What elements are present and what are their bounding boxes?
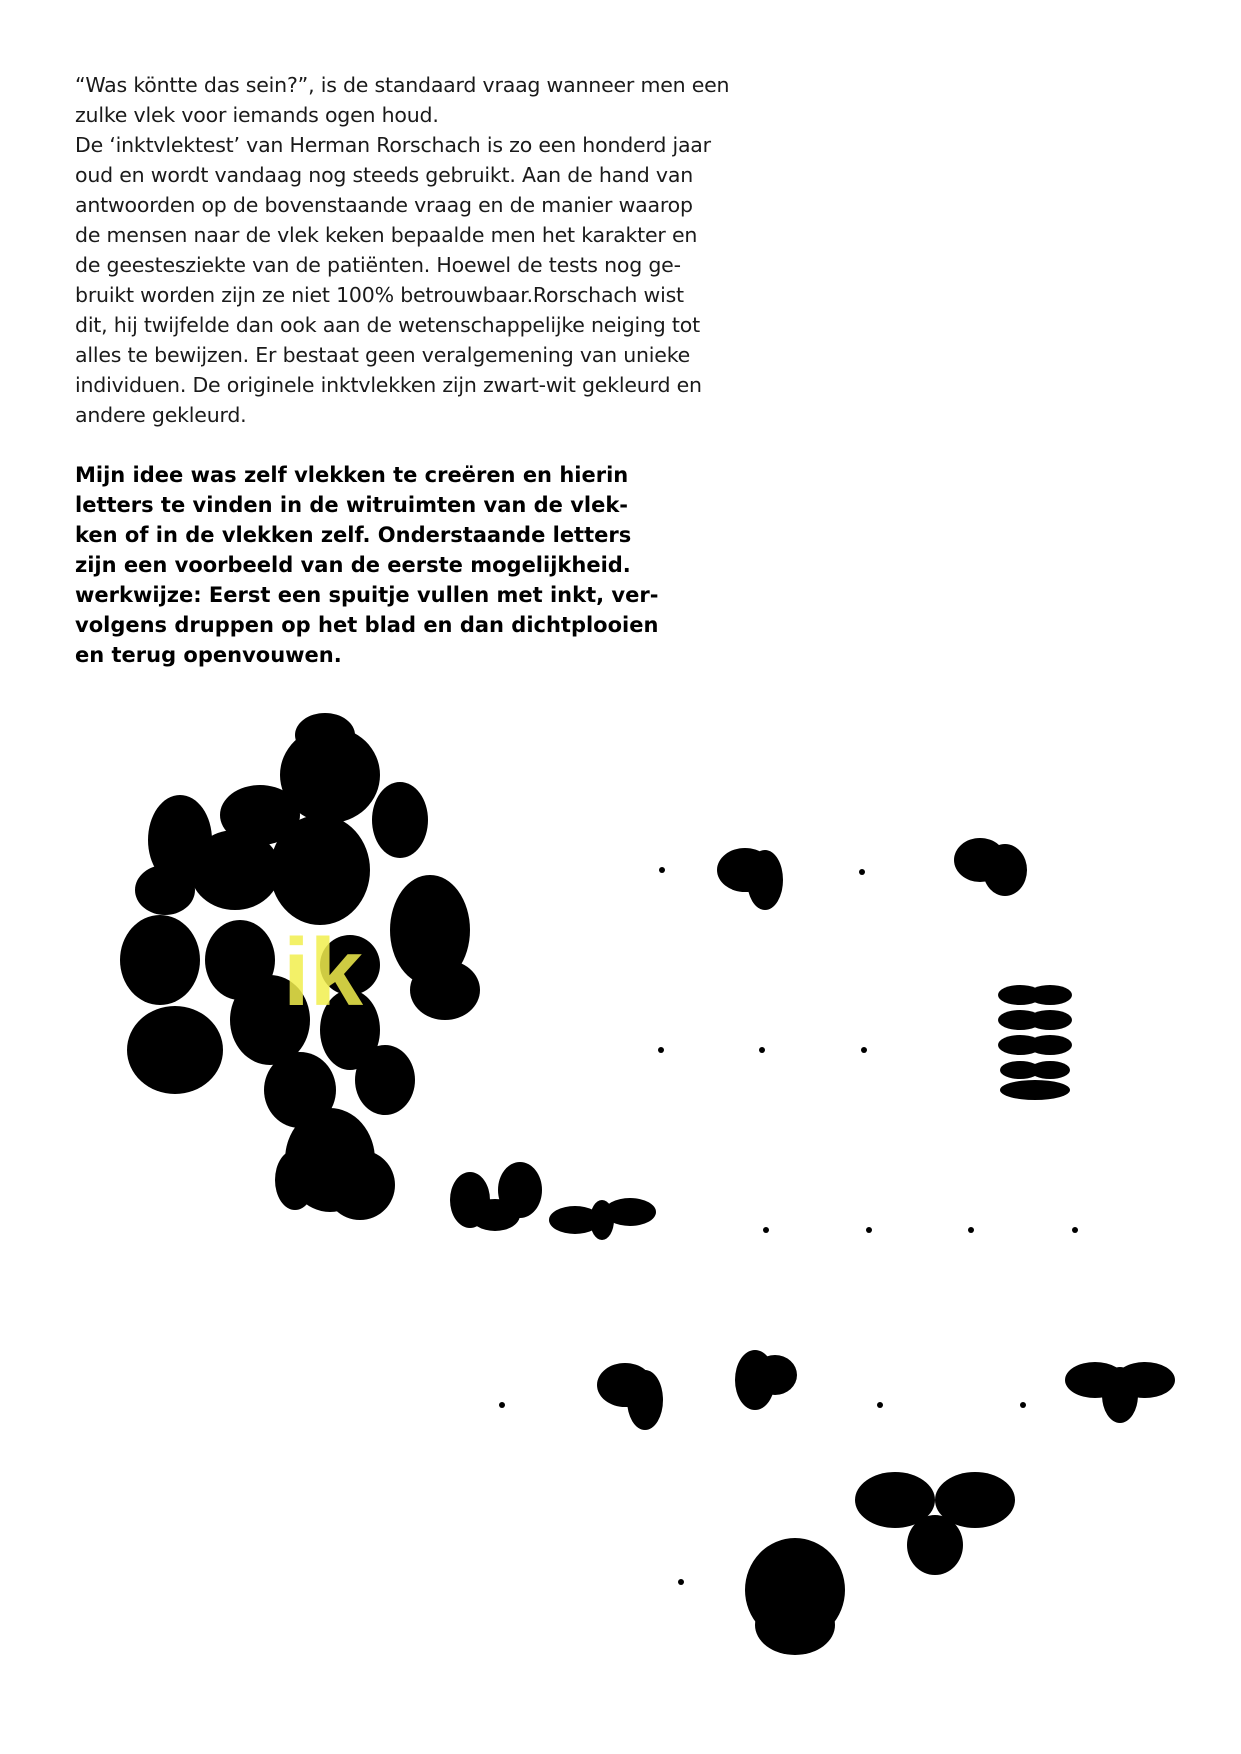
intro-line: oud en wordt vandaag nog steeds gebruikt. Aan de hand van — [75, 163, 693, 187]
idea-line: volgens druppen op het blad en dan dichtplooien — [75, 613, 659, 637]
ik-overlay: ik — [283, 919, 364, 1026]
inkblot-small-1 — [450, 1162, 542, 1231]
inkblot-small-2 — [549, 1198, 656, 1240]
ik-letters — [283, 919, 364, 1026]
inkblot-small-6 — [597, 1363, 663, 1430]
idea-line: ken of in de vlekken zelf. Onderstaande letters — [75, 523, 632, 547]
intro-line: zulke vlek voor iemands ogen houd. — [75, 103, 439, 127]
inkblot-small-4 — [954, 838, 1027, 896]
idea-line: zijn een voorbeeld van de eerste mogelijkheid. — [75, 553, 631, 577]
intro-line: andere gekleurd. — [75, 403, 247, 427]
idea-line: en terug openvouwen. — [75, 643, 342, 667]
intro-line: antwoorden op de bovenstaande vraag en de manier waarop — [75, 193, 693, 217]
intro-line: de mensen naar de vlek keken bepaalde men het karakter en — [75, 223, 698, 247]
intro-line: bruikt worden zijn ze niet 100% betrouwbaar.Rorschach wist — [75, 283, 684, 307]
inkblot-small-9 — [855, 1472, 1015, 1575]
intro-line: De ‘inktvlektest’ van Herman Rorschach is zo een honderd jaar — [75, 133, 711, 157]
idea-line: letters te vinden in de witruimten van de vlek- — [75, 493, 629, 517]
inkblot-small-5 — [998, 985, 1072, 1100]
intro-line: dit, hij twijfelde dan ook aan de wetenschappelijke neiging tot — [75, 313, 700, 337]
intro-line: “Was köntte das sein?”, is de standaard vraag wanneer men een — [75, 73, 730, 97]
intro-line: alles te bewijzen. Er bestaat geen veralgemening van unieke — [75, 343, 691, 367]
idea-line: Mijn idee was zelf vlekken te creëren en hierin — [75, 463, 629, 487]
inkblot-small-7 — [735, 1350, 797, 1410]
inkblot-small-8 — [1065, 1362, 1175, 1423]
idea-line: werkwijze: Eerst een spuitje vullen met inkt, ver- — [75, 583, 659, 607]
inkblot-small-3 — [717, 848, 783, 910]
inkblot-small-10 — [745, 1538, 845, 1655]
intro-line: de geestesziekte van de patiënten. Hoewel de tests nog ge- — [75, 253, 681, 277]
intro-line: individuen. De originele inktvlekken zijn zwart-wit gekleurd en — [75, 373, 702, 397]
